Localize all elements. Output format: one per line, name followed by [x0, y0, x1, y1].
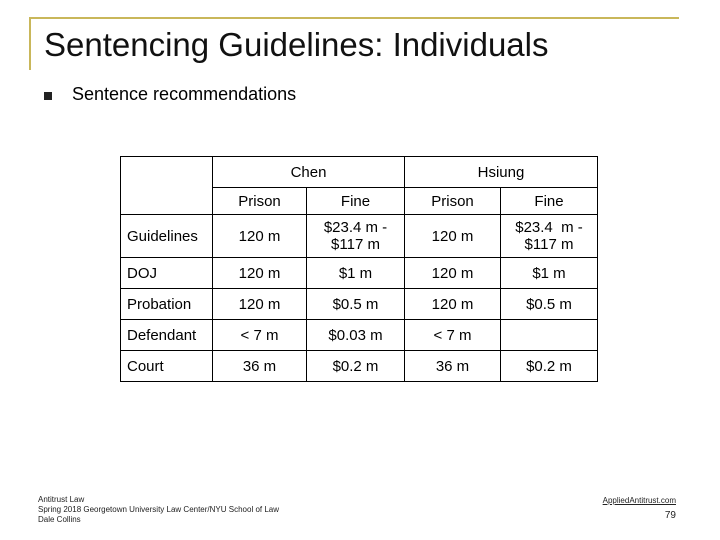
table-cell: $0.2 m: [307, 351, 405, 382]
row-label: Defendant: [121, 320, 213, 351]
footer-course: Antitrust Law: [38, 495, 85, 504]
table-cell: < 7 m: [213, 320, 307, 351]
slide-title: Sentencing Guidelines: Individuals: [44, 26, 549, 63]
table-cell: [501, 320, 598, 351]
footer-info: [38, 495, 279, 525]
table-cell: $1 m: [501, 258, 598, 289]
title-frame-top-rule: [29, 17, 679, 19]
table-cell: 120 m: [405, 289, 501, 320]
table-cell: $23.4 m - $117 m: [501, 215, 598, 258]
subheader-cell: Fine: [307, 188, 405, 215]
bullet-item: [44, 84, 296, 105]
row-label: Guidelines: [121, 215, 213, 258]
table-subheader-row: [121, 188, 598, 215]
table-cell: 36 m: [405, 351, 501, 382]
table-cell: 120 m: [213, 258, 307, 289]
group-header-hsiung: Hsiung: [405, 157, 598, 188]
table-row: [121, 289, 598, 320]
table-cell: < 7 m: [405, 320, 501, 351]
table-cell: $0.2 m: [501, 351, 598, 382]
square-bullet-icon: [44, 92, 52, 100]
table-cell: $0.03 m: [307, 320, 405, 351]
table-row: [121, 258, 598, 289]
row-label: Probation: [121, 289, 213, 320]
table-row: [121, 351, 598, 382]
sentence-table: [120, 156, 598, 382]
subheader-cell: Prison: [405, 188, 501, 215]
footer-term: Spring 2018 Georgetown University Law Center/NYU School of Law: [38, 505, 280, 514]
table-row: [121, 215, 598, 258]
table-cell: 120 m: [213, 289, 307, 320]
table-cell: $0.5 m: [307, 289, 405, 320]
table-cell: $0.5 m: [501, 289, 598, 320]
table-cell: 120 m: [213, 215, 307, 258]
table-corner-cell: [121, 157, 213, 188]
table-cell: 36 m: [213, 351, 307, 382]
table-group-header-row: [121, 157, 598, 188]
page-number: 79: [664, 510, 676, 521]
title-frame-left-rule: [29, 17, 31, 70]
table-cell: $23.4 m - $117 m: [307, 215, 405, 258]
table-corner-cell-lower: [121, 188, 213, 215]
row-label: Court: [121, 351, 213, 382]
table-cell: $1 m: [307, 258, 405, 289]
table-cell: 120 m: [405, 215, 501, 258]
row-label: DOJ: [121, 258, 213, 289]
group-header-chen: Chen: [213, 157, 405, 188]
subheader-cell: Prison: [213, 188, 307, 215]
footer-author: Dale Collins: [38, 515, 81, 524]
table-row: [121, 320, 598, 351]
subheader-cell: Fine: [501, 188, 598, 215]
bullet-text: Sentence recommendations: [72, 84, 297, 104]
table-cell: 120 m: [405, 258, 501, 289]
footer-site-link[interactable]: AppliedAntitrust.com: [602, 496, 676, 505]
